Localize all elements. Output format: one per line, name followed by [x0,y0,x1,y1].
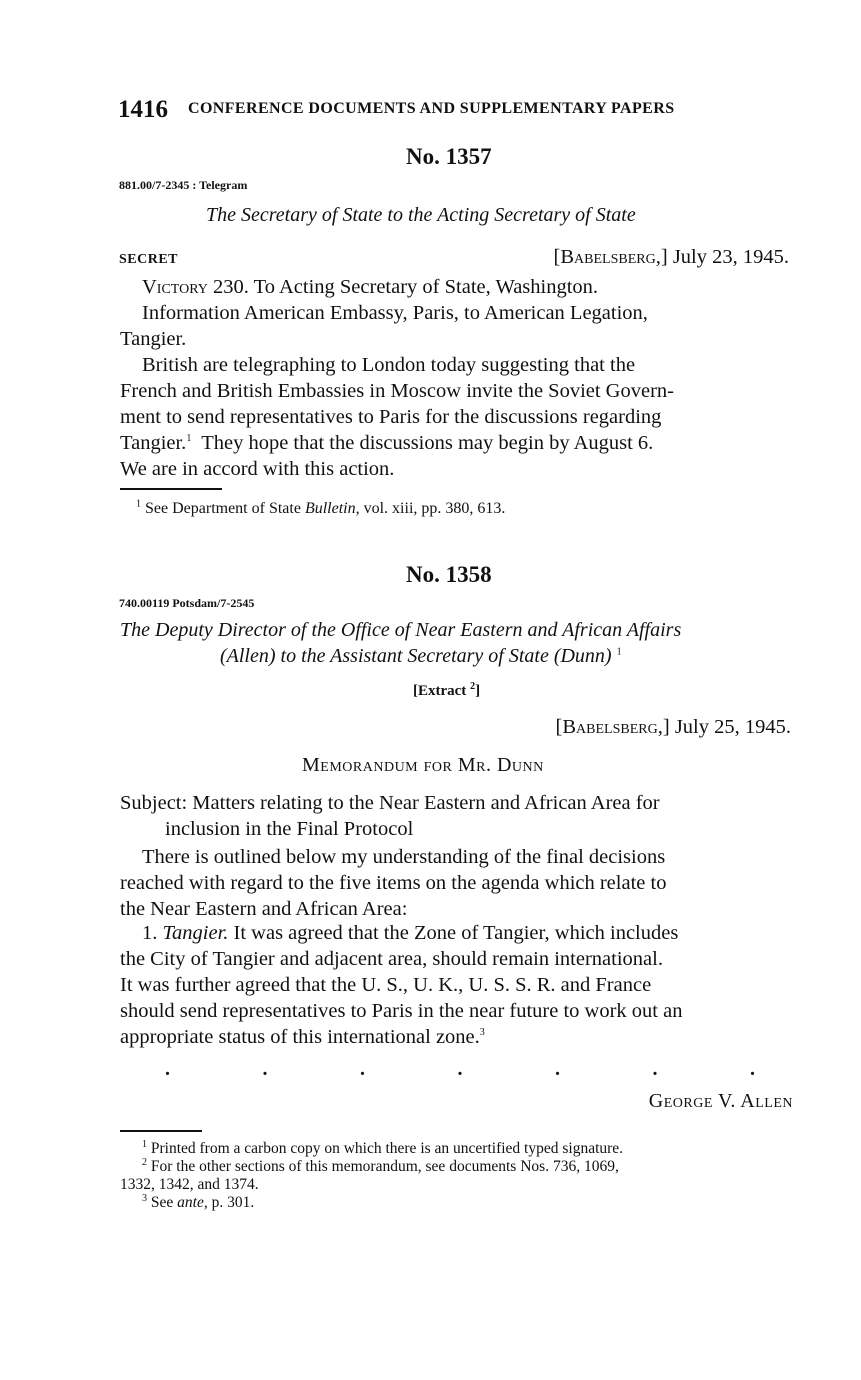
footnote-marker: 1 [186,433,192,445]
footnote [142,1194,254,1212]
footnote-number: 3 [142,1192,147,1204]
running-title: CONFERENCE DOCUMENTS AND SUPPLEMENTARY PAPERS [188,100,675,117]
ellipsis-dot: . [262,1058,268,1080]
doc-number: No. 1358 [406,562,492,587]
extract-bracket: ] [475,683,481,699]
doc-number: No. 1357 [406,144,492,169]
ellipsis-dot: . [652,1058,658,1080]
doc-title-text: (Allen) to the Assistant Secretary of State (Dunn) [220,645,612,667]
body-line: It was further agreed that the U. S., U. K., U. S. S. R. and France [120,974,652,996]
body-line: should send representatives to Paris in the near future to work out an [120,1000,683,1022]
body-line: Tangier. [120,328,187,350]
footnote-number: 1 [136,498,141,510]
body-line [120,1026,485,1049]
ellipsis-row [165,1058,755,1081]
ellipsis-dot: . [360,1058,365,1080]
body-line: the Near Eastern and African Area: [120,898,408,920]
subject-line: inclusion in the Final Protocol [165,818,414,840]
footnote-italic: ante, [177,1194,208,1211]
footnote-text: p. 301. [207,1194,255,1211]
footnote-marker: 2 [470,681,476,692]
item-label: Tangier. [162,922,229,944]
footnote-rule [120,1130,202,1132]
footnote-text: For the other sections of this memorandum, see documents Nos. 736, 1069, [150,1158,619,1175]
footnote-italic: Bulletin, [304,500,360,517]
body-line-text: They hope that the discussions may begin by August 6. [201,432,654,454]
body-line [142,922,678,945]
body-line: the City of Tangier and adjacent area, should remain international. [120,948,663,970]
item-number: 1. [142,922,163,944]
telegram-series: Victory [142,276,208,298]
telegram-address-text: 230. To Acting Secretary of State, Washington. [207,276,599,298]
body-line: Information American Embassy, Paris, to American Legation, [142,302,648,324]
doc-title-line: The Deputy Director of the Office of Near Eastern and African Affairs [120,619,682,641]
classification: SECRET [119,252,179,267]
memo-heading: Memorandum for Mr. Dunn [302,754,544,776]
dateline: [Babelsberg,] July 23, 1945. [553,246,789,268]
body-line [120,432,653,455]
page-number: 1416 [118,96,168,123]
file-reference: 740.00119 Potsdam/7-2545 [119,596,255,610]
footnote-text: See [150,1194,178,1211]
telegram-address [142,276,598,299]
footnote-text: vol. xiii, pp. 380, 613. [359,500,506,517]
dateline-date: July 23, 1945. [672,246,789,268]
body-line: ment to send representatives to Paris for the discussions regarding [120,406,662,428]
extract-text: [Extract [413,683,467,699]
body-line: reached with regard to the five items on the agenda which relate to [120,872,667,894]
doc-title: The Secretary of State to the Acting Secretary of State [206,204,636,226]
body-line-text: It was agreed that the Zone of Tangier, which includes [228,922,679,944]
ellipsis-dot: . [555,1058,560,1080]
footnote-marker: 3 [479,1027,485,1039]
signature: George V. Allen [648,1090,793,1112]
footnote [142,1140,623,1158]
footnote-continuation: 1332, 1342, and 1374. [120,1176,259,1193]
footnote-text: See Department of State [145,500,305,517]
footnote-number: 2 [142,1156,147,1168]
body-line: We are in accord with this action. [120,458,395,480]
dateline-date: July 25, 1945. [674,716,791,738]
body-line: British are telegraphing to London today suggesting that the [142,354,636,376]
subject-line: Subject: Matters relating to the Near Eastern and African Area for [120,792,660,814]
doc-title-line [220,645,622,668]
body-line-text: Tangier. [120,432,187,454]
footnote-text: Printed from a carbon copy on which there is an uncertified typed signature. [150,1140,624,1157]
footnote [142,1158,619,1176]
footnote-marker: 1 [616,646,622,658]
footnote-rule [120,488,222,490]
body-line: There is outlined below my understanding of the final decisions [142,846,666,868]
footnote-number: 1 [142,1138,147,1150]
extract-label [413,683,480,700]
body-line-text: appropriate status of this international zone. [120,1026,480,1048]
ellipsis-dot: . [165,1058,170,1080]
dateline-place: Babelsberg, [562,716,663,738]
file-reference: 881.00/7-2345 : Telegram [119,178,248,192]
footnote [136,500,505,518]
body-line: French and British Embassies in Moscow invite the Soviet Govern- [120,380,674,402]
ellipsis-dot: . [457,1058,463,1080]
ellipsis-dot: . [750,1058,755,1080]
dateline-place: Babelsberg, [560,246,661,268]
dateline: [Babelsberg,] July 25, 1945. [555,716,791,738]
